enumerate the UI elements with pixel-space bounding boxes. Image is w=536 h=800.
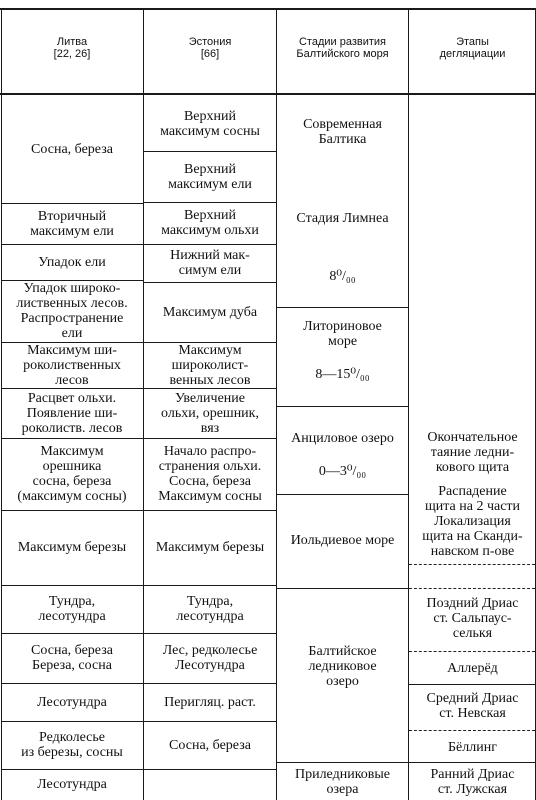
header-baltic-stages: Стадии развития Балтийского моря <box>296 36 389 60</box>
dashed-row-rule <box>409 730 535 731</box>
row-rule <box>277 406 408 407</box>
estonia-cell: Верхний максимум ели <box>168 161 252 192</box>
lithuania-cell: Расцвет ольхи. Появление ши- роколиств. лесов <box>21 390 123 436</box>
row-rule <box>144 769 276 770</box>
column-rule <box>276 8 277 800</box>
row-rule <box>2 510 143 511</box>
baltic-stage-cell: Балтийское ледниковое озеро <box>308 643 377 689</box>
deglaciation-cell: Аллерёд <box>447 660 498 676</box>
row-rule <box>144 585 276 586</box>
dashed-row-rule <box>409 651 535 652</box>
row-rule <box>144 438 276 439</box>
row-rule <box>144 510 276 511</box>
row-rule <box>2 769 143 770</box>
deglaciation-cell: Ранний Дриас ст. Лужская <box>430 767 515 797</box>
row-rule <box>2 342 143 343</box>
header-lithuania: Литва [22, 26] <box>53 36 91 60</box>
row-rule <box>2 683 143 684</box>
lithuania-cell: Сосна, береза Береза, сосна <box>31 643 113 673</box>
row-rule <box>144 202 276 203</box>
estonia-cell: Перигляц. раст. <box>164 694 256 710</box>
estonia-cell: Верхний максимум сосны <box>160 108 260 139</box>
baltic-salinity-label: 0—3⁰/₀₀ <box>318 463 367 479</box>
dashed-row-rule <box>409 588 535 589</box>
row-rule <box>2 203 143 204</box>
baltic-stage-cell: Приледниковые озера <box>294 767 391 797</box>
deglaciation-cell: Бёллинг <box>448 739 497 755</box>
row-rule <box>144 721 276 722</box>
row-rule <box>2 438 143 439</box>
lithuania-cell: Лесотундра <box>37 777 107 792</box>
lithuania-cell: Тундра, лесотундра <box>38 594 106 624</box>
lithuania-cell: Максимум ши- роколиственных лесов <box>23 342 121 388</box>
lithuania-cell: Сосна, береза <box>31 142 113 157</box>
lithuania-cell: Максимум орешника сосна, береза (максимум сосны) <box>17 444 127 504</box>
row-rule <box>144 388 276 389</box>
table-top-rule <box>0 8 536 10</box>
row-rule <box>2 585 143 586</box>
baltic-salinity-label: 8⁰/₀₀ <box>329 268 356 284</box>
lithuania-cell: Упадок широко- лиственных лесов. Распространение ели <box>16 281 128 341</box>
row-rule <box>277 494 408 495</box>
baltic-stage-cell: Анциловое озеро <box>291 430 394 446</box>
row-rule <box>409 762 535 763</box>
row-rule <box>144 244 276 245</box>
estonia-cell: Максимум березы <box>155 540 265 555</box>
row-rule <box>144 342 276 343</box>
baltic-stage-cell: Современная Балтика <box>303 117 382 147</box>
header-bottom-rule <box>0 93 536 95</box>
lithuania-cell: Вторичный максимум ели <box>30 209 114 239</box>
row-rule <box>2 721 143 722</box>
row-rule <box>277 307 408 308</box>
deglaciation-cell: Средний Дриас ст. Невская <box>426 691 519 721</box>
deglaciation-cell: Распадение щита на 2 части Локализация щита на Сканди- навском п-ове <box>422 483 523 559</box>
baltic-salinity-label: 8—15⁰/₀₀ <box>315 366 370 382</box>
row-rule <box>2 388 143 389</box>
deglaciation-cell: Окончательное таяние ледни- кового щита <box>427 429 518 475</box>
estonia-cell: Начало распро- странения ольхи. Сосна, береза Максимум сосны <box>158 444 262 504</box>
column-rule <box>1 8 2 800</box>
header-deglaciation: Этапы дегляциации <box>439 36 506 60</box>
estonia-cell: Лес, редколесье Лесотундра <box>162 643 258 673</box>
dashed-row-rule <box>409 564 535 565</box>
row-rule <box>409 684 535 685</box>
baltic-stage-cell: Стадия Лимнеа <box>296 210 389 226</box>
lithuania-cell: Упадок ели <box>38 254 106 270</box>
estonia-cell: Нижний мак- симум ели <box>170 248 250 278</box>
row-rule <box>2 633 143 634</box>
row-rule <box>277 762 408 763</box>
deglaciation-cell: Поздний Дриас ст. Сальпаус- селькя <box>426 595 519 641</box>
row-rule <box>144 633 276 634</box>
lithuania-cell: Редколесье из березы, сосны <box>21 730 123 760</box>
lithuania-cell: Лесотундра <box>37 694 107 710</box>
row-rule <box>144 683 276 684</box>
estonia-cell: Тундра, лесотундра <box>176 594 244 624</box>
estonia-cell: Максимум дуба <box>162 304 258 320</box>
baltic-stage-cell: Иольдиевое море <box>290 532 395 548</box>
row-rule <box>277 588 408 589</box>
estonia-cell: Сосна, береза <box>169 737 251 753</box>
column-rule <box>408 8 409 800</box>
row-rule <box>144 282 276 283</box>
row-rule <box>2 280 143 281</box>
column-rule <box>143 8 144 800</box>
baltic-stage-cell: Литориновое море <box>303 319 382 349</box>
estonia-cell: Увеличение ольхи, орешник, вяз <box>161 390 259 436</box>
header-estonia: Эстония [66] <box>188 36 232 60</box>
estonia-cell: Максимум широколист- венных лесов <box>169 342 251 388</box>
lithuania-cell: Максимум березы <box>17 540 127 555</box>
row-rule <box>144 151 276 152</box>
row-rule <box>2 244 143 245</box>
estonia-cell: Верхний максимум ольхи <box>161 208 259 238</box>
